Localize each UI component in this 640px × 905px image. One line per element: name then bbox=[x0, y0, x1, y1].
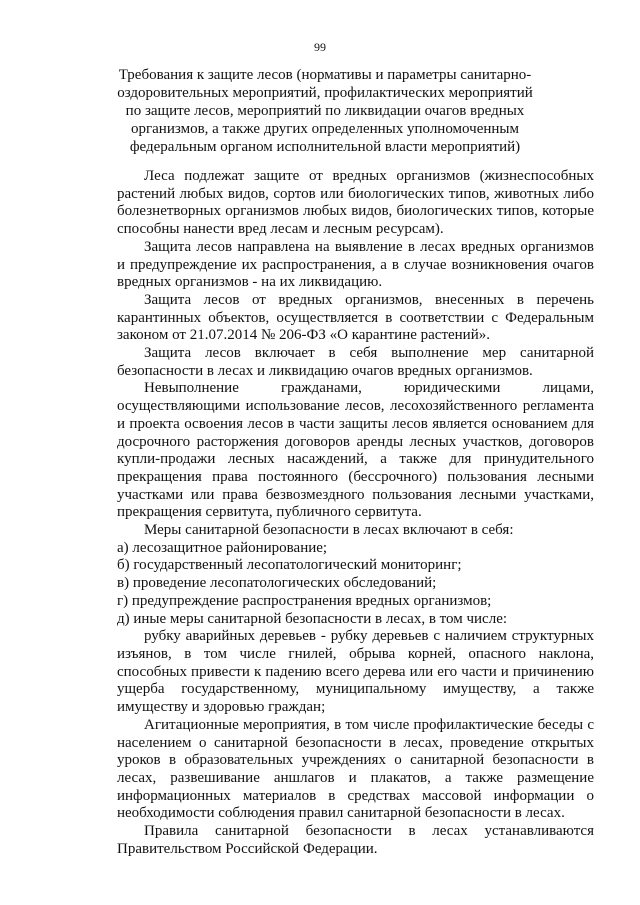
list-item: д) иные меры санитарной безопасности в лесах, в том числе: bbox=[117, 610, 508, 627]
list-item: в) проведение лесопатологических обследований; bbox=[117, 575, 437, 592]
paragraph: рубку аварийных деревьев - рубку деревьев с наличием структурных изъянов, в том числе гнилей, обрыва корней, опасного наклона, способных привести к падению всего дерева или его части и причинению ущерба государственному, муниципальному имуществу, а также имуществу и здоровью граждан; bbox=[117, 628, 594, 716]
paragraph: Агитационные мероприятия, в том числе профилактические беседы с населением о санитарной безопасности в лесах, проведение открытых уроков в образовательных учреждениях о санитарной безопасности в лесах, развешивание аншлагов и плакатов, а также размещение информационных материалов в средствах массовой информации о необходимости соблюдения правил санитарной безопасности в лесах. bbox=[117, 716, 594, 822]
paragraph: Невыполнение гражданами, юридическими лицами, осуществляющими использование лесов, лесохозяйственного регламента и проекта освоения лесов в части защиты лесов является основанием для досрочного расторжения договоров аренды лесных участков, договоров купли-продажи лесных насаждений, а также для принудительного прекращения права постоянного (бессрочного) пользования лесными участками или права безвозмездного пользования лесными участками, прекращения сервитута, публичного сервитута. bbox=[117, 380, 594, 521]
document-body bbox=[117, 168, 594, 858]
paragraph: Меры санитарной безопасности в лесах включают в себя: bbox=[144, 522, 514, 539]
paragraph: Леса подлежат защите от вредных организмов (жизнеспособных растений любых видов, сортов или биологических типов, животных либо болезнетворных организмов любых видов, биологических типов, которые способны нанести вред лесам и лесным ресурсам). bbox=[117, 168, 594, 238]
paragraph: Защита лесов направлена на выявление в лесах вредных организмов и предупреждение их распространения, а в случае возникновения очагов вредных организмов - на их ликвидацию. bbox=[117, 238, 594, 291]
paragraph: Правила санитарной безопасности в лесах устанавливаются Правительством Российской Федерации. bbox=[117, 823, 594, 857]
list-item: г) предупреждение распространения вредных организмов; bbox=[117, 592, 492, 609]
list-item: б) государственный лесопатологический мониторинг; bbox=[117, 557, 462, 574]
list-item: а) лесозащитное районирование; bbox=[117, 539, 328, 556]
paragraph: Защита лесов включает в себя выполнение мер санитарной безопасности в лесах и ликвидацию очагов вредных организмов. bbox=[117, 345, 594, 379]
page-number: 99 bbox=[314, 40, 326, 54]
paragraph: Защита лесов от вредных организмов, внесенных в перечень карантинных объектов, осуществляется в соответствии с Федеральным законом от 21.07.2014 № 206-ФЗ «О карантине растений». bbox=[117, 291, 594, 344]
document-heading: Требования к защите лесов (нормативы и параметры санитарно-оздоровительных мероприятий, профилактических мероприятий по защите лесов, мероприятий по ликвидации очагов вредных организмов, а также других определенных уполномоченным федеральным органом исполнительной власти мероприятий) bbox=[117, 67, 533, 155]
